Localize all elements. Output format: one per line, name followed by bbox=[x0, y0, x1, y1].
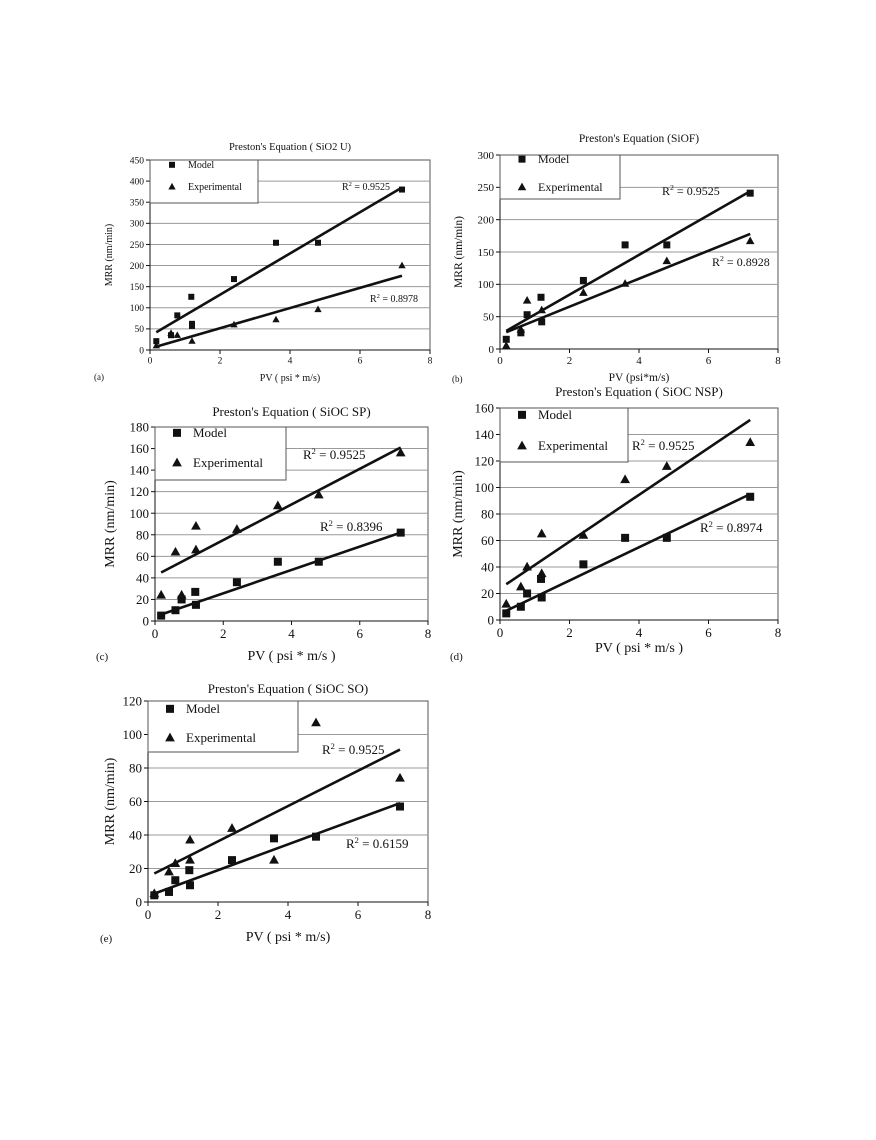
x-axis-label: PV ( psi * m/s) bbox=[245, 930, 331, 945]
y-tick-label: 0 bbox=[139, 346, 144, 357]
x-tick-label: 4 bbox=[636, 355, 642, 367]
x-tick-label: 0 bbox=[497, 355, 503, 367]
legend-model-label: Model bbox=[538, 152, 570, 166]
chart-title: Preston's Equation ( SiOC SO) bbox=[207, 681, 369, 696]
legend-experimental-label: Experimental bbox=[538, 180, 603, 194]
y-tick-label: 450 bbox=[129, 156, 144, 167]
y-tick-label: 20 bbox=[136, 591, 149, 607]
legend-model-marker bbox=[169, 162, 175, 168]
x-tick-label: 0 bbox=[151, 626, 159, 641]
model-point bbox=[191, 588, 199, 596]
y-tick-label: 150 bbox=[477, 246, 494, 259]
y-tick-label: 180 bbox=[129, 419, 149, 435]
model-point bbox=[538, 294, 545, 301]
y-tick-label: 200 bbox=[129, 261, 144, 272]
y-tick-label: 100 bbox=[474, 480, 494, 496]
y-tick-label: 80 bbox=[129, 760, 142, 776]
y-tick-label: 20 bbox=[481, 586, 494, 602]
model-point bbox=[270, 834, 278, 842]
model-point bbox=[233, 578, 241, 586]
legend-model-marker bbox=[519, 156, 526, 163]
x-tick-label: 6 bbox=[356, 626, 363, 641]
x-tick-label: 2 bbox=[566, 355, 573, 367]
y-tick-label: 120 bbox=[474, 453, 494, 469]
chart-panel-b bbox=[452, 133, 781, 384]
panel-label: (a) bbox=[94, 372, 104, 382]
x-tick-label: 2 bbox=[217, 356, 223, 367]
model-r2-label: $R^2 = 0.9525$ bbox=[303, 445, 366, 462]
y-tick-label: 200 bbox=[477, 214, 494, 227]
y-tick-label: 150 bbox=[129, 282, 144, 293]
x-tick-label: 4 bbox=[284, 907, 292, 922]
model-point bbox=[274, 558, 282, 566]
y-axis-label: MRR (nm/min) bbox=[104, 223, 115, 287]
model-point bbox=[538, 593, 546, 601]
x-tick-label: 4 bbox=[635, 625, 643, 640]
y-tick-label: 40 bbox=[129, 827, 142, 843]
y-tick-label: 100 bbox=[129, 505, 149, 521]
model-point bbox=[746, 493, 754, 501]
model-point bbox=[157, 612, 165, 620]
model-point bbox=[397, 529, 405, 537]
legend-model-label: Model bbox=[193, 425, 227, 440]
x-axis-label: PV ( psi * m/s) bbox=[259, 373, 321, 384]
model-point bbox=[186, 881, 194, 889]
chart-title: Preston's Equation ( SiOC SP) bbox=[212, 404, 371, 419]
y-tick-label: 50 bbox=[483, 311, 494, 324]
model-point bbox=[663, 534, 671, 542]
model-point bbox=[524, 311, 531, 318]
experimental-r2-label: $R^2 = 0.8928$ bbox=[712, 254, 770, 269]
x-tick-label: 0 bbox=[144, 907, 152, 922]
model-point bbox=[621, 534, 629, 542]
legend-experimental-label: Experimental bbox=[186, 730, 257, 745]
x-tick-label: 8 bbox=[424, 907, 432, 922]
panel-label: (e) bbox=[100, 933, 113, 945]
legend-model-label: Model bbox=[186, 701, 220, 716]
y-tick-label: 50 bbox=[134, 325, 144, 336]
panel-label: (b) bbox=[452, 374, 463, 384]
y-tick-label: 60 bbox=[481, 533, 494, 549]
model-point bbox=[663, 241, 670, 248]
experimental-r2-label: $R^2 = 0.8396$ bbox=[320, 517, 383, 534]
y-tick-label: 400 bbox=[129, 177, 144, 188]
model-point bbox=[502, 609, 510, 617]
legend bbox=[150, 160, 258, 203]
legend bbox=[155, 425, 286, 480]
chart-panel-c bbox=[96, 404, 431, 664]
y-axis-label: MRR (nm/min) bbox=[103, 480, 118, 568]
model-r2-label: $R^2 = 0.9525$ bbox=[342, 181, 391, 193]
x-tick-label: 0 bbox=[496, 625, 504, 640]
x-tick-label: 8 bbox=[775, 355, 781, 367]
legend bbox=[500, 407, 628, 462]
x-tick-label: 2 bbox=[566, 625, 573, 640]
x-tick-label: 6 bbox=[705, 355, 712, 367]
model-point bbox=[622, 241, 629, 248]
model-point bbox=[517, 603, 525, 611]
y-axis-label: MRR (nm/min) bbox=[453, 216, 465, 288]
model-r2-label: $R^2 = 0.9525$ bbox=[662, 183, 720, 198]
model-point bbox=[174, 312, 180, 318]
x-tick-label: 0 bbox=[147, 356, 153, 367]
legend-experimental-label: Experimental bbox=[188, 182, 242, 193]
legend bbox=[500, 152, 620, 199]
chart-panel-a bbox=[94, 142, 433, 384]
model-point bbox=[171, 876, 179, 884]
legend bbox=[148, 701, 298, 752]
x-tick-label: 2 bbox=[214, 907, 222, 922]
y-tick-label: 250 bbox=[477, 182, 494, 195]
model-point bbox=[192, 601, 200, 609]
y-tick-label: 160 bbox=[129, 441, 149, 457]
model-point bbox=[185, 866, 193, 874]
model-point bbox=[273, 240, 279, 246]
model-point bbox=[523, 590, 531, 598]
y-tick-label: 0 bbox=[488, 343, 494, 356]
y-tick-label: 160 bbox=[474, 400, 494, 416]
y-tick-label: 350 bbox=[129, 198, 144, 209]
y-tick-label: 300 bbox=[477, 149, 494, 162]
model-r2-label: $R^2 = 0.9525$ bbox=[322, 740, 385, 757]
model-point bbox=[231, 276, 237, 282]
y-tick-label: 120 bbox=[129, 484, 149, 500]
x-tick-label: 4 bbox=[288, 626, 295, 641]
model-point bbox=[396, 803, 404, 811]
model-point bbox=[399, 187, 405, 193]
model-point bbox=[228, 856, 236, 864]
y-tick-label: 80 bbox=[136, 527, 149, 543]
chart-title: Preston's Equation ( SiO2 U) bbox=[228, 142, 352, 153]
legend-model-marker bbox=[518, 411, 526, 419]
model-point bbox=[312, 833, 320, 841]
panel-label: (d) bbox=[450, 651, 463, 663]
chart-title: Preston's Equation (SiOF) bbox=[578, 133, 700, 145]
y-tick-label: 60 bbox=[136, 548, 149, 564]
x-tick-label: 2 bbox=[220, 626, 227, 641]
model-point bbox=[188, 294, 194, 300]
model-point bbox=[165, 888, 173, 896]
model-point bbox=[315, 240, 321, 246]
chart-panel-e bbox=[100, 681, 431, 945]
y-tick-label: 120 bbox=[122, 693, 142, 709]
chart-panel-d bbox=[450, 384, 781, 663]
x-tick-label: 6 bbox=[357, 356, 363, 367]
y-tick-label: 140 bbox=[474, 427, 494, 443]
experimental-r2-label: $R^2 = 0.8978$ bbox=[370, 293, 419, 305]
model-point bbox=[538, 318, 545, 325]
legend-experimental-label: Experimental bbox=[193, 455, 264, 470]
y-tick-label: 100 bbox=[122, 727, 142, 743]
x-axis-label: PV (psi*m/s) bbox=[608, 372, 670, 384]
x-axis-label: PV ( psi * m/s ) bbox=[594, 641, 684, 656]
x-tick-label: 8 bbox=[774, 625, 782, 640]
experimental-r2-label: $R^2 = 0.8974$ bbox=[700, 518, 763, 535]
x-tick-label: 4 bbox=[287, 356, 293, 367]
legend-model-marker bbox=[166, 705, 174, 713]
x-tick-label: 8 bbox=[427, 356, 433, 367]
x-tick-label: 8 bbox=[424, 626, 432, 641]
model-r2-label: $R^2 = 0.9525$ bbox=[632, 436, 695, 453]
y-axis-label: MRR (nm/min) bbox=[451, 470, 466, 558]
y-tick-label: 300 bbox=[129, 219, 144, 230]
y-tick-label: 0 bbox=[487, 612, 494, 628]
x-tick-label: 6 bbox=[354, 907, 362, 922]
y-tick-label: 100 bbox=[477, 279, 494, 292]
y-axis-label: MRR (nm/min) bbox=[103, 757, 118, 846]
model-point bbox=[171, 606, 179, 614]
model-point bbox=[747, 190, 754, 197]
model-point bbox=[189, 323, 195, 329]
y-tick-label: 40 bbox=[136, 570, 149, 586]
x-tick-label: 6 bbox=[705, 625, 712, 640]
y-tick-label: 0 bbox=[135, 894, 142, 910]
y-tick-label: 100 bbox=[129, 304, 144, 315]
legend-model-label: Model bbox=[538, 407, 572, 422]
y-tick-label: 20 bbox=[129, 861, 142, 877]
model-point bbox=[579, 560, 587, 568]
model-point bbox=[315, 558, 323, 566]
y-tick-label: 250 bbox=[129, 240, 144, 251]
y-tick-label: 60 bbox=[129, 794, 142, 810]
legend-model-marker bbox=[173, 429, 181, 437]
y-tick-label: 80 bbox=[481, 506, 494, 522]
x-axis-label: PV ( psi * m/s ) bbox=[247, 649, 336, 664]
y-tick-label: 40 bbox=[481, 559, 494, 575]
legend-experimental-label: Experimental bbox=[538, 438, 609, 453]
y-tick-label: 0 bbox=[142, 613, 149, 629]
chart-title: Preston's Equation ( SiOC NSP) bbox=[555, 384, 723, 399]
y-tick-label: 140 bbox=[129, 462, 149, 478]
legend-model-label: Model bbox=[188, 160, 215, 171]
model-point bbox=[580, 277, 587, 284]
panel-label: (c) bbox=[96, 651, 109, 663]
experimental-r2-label: $R^2 = 0.6159$ bbox=[346, 834, 409, 851]
